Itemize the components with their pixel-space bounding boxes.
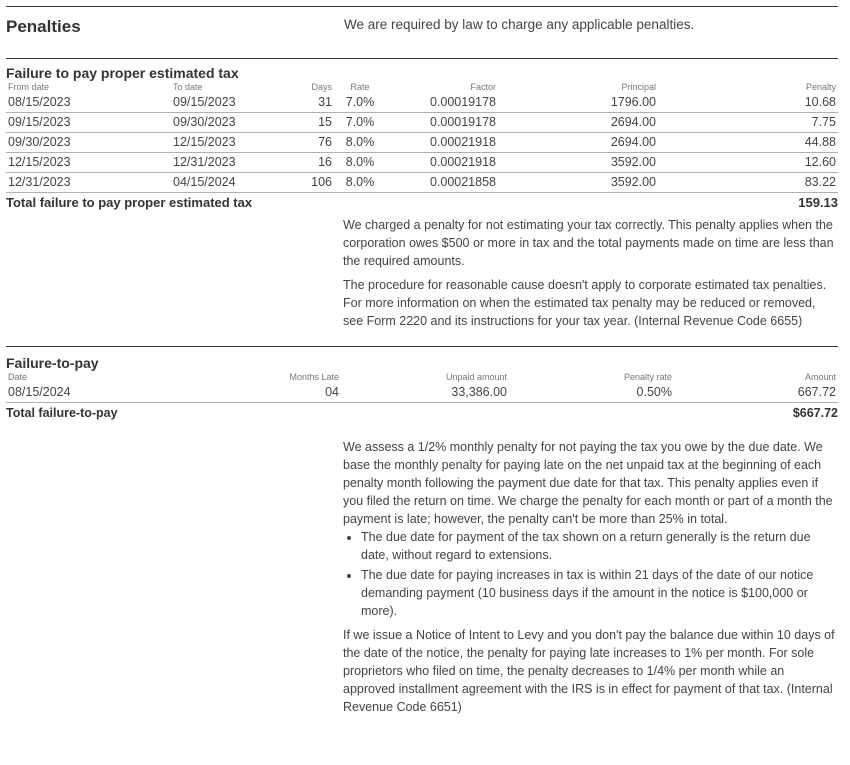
days: 16	[296, 153, 334, 173]
estimated-tax-section	[6, 64, 838, 330]
explanation-paragraph: The procedure for reasonable cause doesn't apply to corporate estimated tax penalties. For more information on when the estimated tax penalty may be reduced or removed, see Form 2220 and its instructions for your tax year. (Internal Revenue Code 6655)	[343, 278, 827, 328]
column-header: To date	[173, 82, 203, 92]
rate: 8.0%	[334, 133, 386, 153]
list-item: • The due date for paying increases in tax is within 21 days of the date of our notice demanding payment (10 business days if the amount in the notice is $100,000 or more).	[361, 566, 835, 620]
from-date: 09/30/2023	[6, 133, 171, 153]
table-row	[6, 133, 838, 153]
column-header: Months Late	[289, 372, 339, 382]
column-header: Principal	[621, 82, 656, 92]
column-header: Penalty rate	[623, 372, 672, 382]
to-date: 09/30/2023	[171, 113, 296, 133]
rate: 7.0%	[334, 113, 386, 133]
estimated-section-title: Failure to pay proper estimated tax	[6, 65, 239, 81]
principal: 3592.00	[498, 153, 658, 173]
column-header: Date	[8, 372, 28, 382]
unpaid-amount: 33,386.00	[341, 383, 509, 403]
table-row	[6, 93, 838, 113]
principal: 3592.00	[498, 173, 658, 193]
ftp-explanation	[343, 438, 835, 716]
from-date: 08/15/2023	[6, 93, 171, 113]
days: 31	[296, 93, 334, 113]
ftp-section-rule	[6, 346, 838, 347]
header-note: We are required by law to charge any applicable penalties.	[344, 17, 695, 32]
table-row	[6, 113, 838, 133]
column-header: Rate	[350, 82, 370, 92]
days: 76	[296, 133, 334, 153]
rate: 7.0%	[334, 93, 386, 113]
due-date-list	[343, 528, 835, 620]
days: 106	[296, 173, 334, 193]
estimated-tax-table	[6, 82, 838, 193]
penalty: 12.60	[658, 153, 838, 173]
explanation-paragraph: We assess a 1/2% monthly penalty for not paying the tax you owe by the due date. We base the monthly penalty for paying late on the net unpaid tax at the beginning of each penalty month following the payment due date for that tax. This penalty applies even if you filed the return on time. We charge the penalty for each month or part of a month the payment is late; however, the penalty can't be more than 25% in total.	[343, 440, 833, 526]
days: 15	[296, 113, 334, 133]
estimated-total-value: 159.13	[798, 195, 838, 210]
factor: 0.00021918	[386, 153, 498, 173]
table-row	[6, 383, 838, 403]
failure-to-pay-table	[6, 372, 838, 403]
amount: 667.72	[674, 383, 838, 403]
table-row	[6, 173, 838, 193]
principal: 2694.00	[498, 113, 658, 133]
from-date: 09/15/2023	[6, 113, 171, 133]
penalties-header	[6, 7, 838, 47]
failure-to-pay-section	[6, 354, 838, 716]
estimated-explanation	[343, 216, 835, 330]
rate: 8.0%	[334, 153, 386, 173]
months-late: 04	[201, 383, 341, 403]
penalties-page	[6, 0, 838, 722]
factor: 0.00021858	[386, 173, 498, 193]
estimated-table-header	[6, 82, 838, 93]
column-header: Days	[311, 82, 332, 92]
estimated-total-row	[6, 193, 838, 213]
penalty: 7.75	[658, 113, 838, 133]
ftp-table-header	[6, 372, 838, 383]
column-header: Unpaid amount	[445, 372, 507, 382]
factor: 0.00021918	[386, 133, 498, 153]
penalty-rate: 0.50%	[509, 383, 674, 403]
penalty: 10.68	[658, 93, 838, 113]
factor: 0.00019178	[386, 113, 498, 133]
ftp-total-value: $667.72	[792, 406, 838, 420]
column-header: From date	[8, 82, 50, 92]
to-date: 09/15/2023	[171, 93, 296, 113]
principal: 1796.00	[498, 93, 658, 113]
list-item: • The due date for payment of the tax shown on a return generally is the return due date, without regard to extensions.	[361, 528, 835, 564]
estimated-total-label: Total failure to pay proper estimated tax	[6, 195, 253, 210]
column-header: Penalty	[805, 82, 836, 92]
ftp-section-title: Failure-to-pay	[6, 355, 99, 371]
explanation-paragraph: We charged a penalty for not estimating your tax correctly. This penalty applies when the corporation owes $500 or more in tax and the total payments made on time are less than the required amounts.	[343, 218, 834, 268]
date: 08/15/2024	[6, 383, 201, 403]
to-date: 12/31/2023	[171, 153, 296, 173]
rate: 8.0%	[334, 173, 386, 193]
to-date: 04/15/2024	[171, 173, 296, 193]
principal: 2694.00	[498, 133, 658, 153]
column-header: Factor	[470, 82, 496, 92]
ftp-total-label: Total failure-to-pay	[6, 406, 118, 420]
explanation-paragraph: If we issue a Notice of Intent to Levy and you don't pay the balance due within 10 days of the date of the notice, the penalty for paying late increases to 1% per month. For sole proprietors who filed on time, the penalty decreases to 1/4% per month while an approved installment agreement with the IRS is in effect for payment of that tax. (Internal Revenue Code 6651)	[343, 628, 835, 714]
estimated-section-rule	[6, 58, 838, 59]
penalty: 44.88	[658, 133, 838, 153]
factor: 0.00019178	[386, 93, 498, 113]
from-date: 12/31/2023	[6, 173, 171, 193]
table-row	[6, 153, 838, 173]
penalty: 83.22	[658, 173, 838, 193]
from-date: 12/15/2023	[6, 153, 171, 173]
to-date: 12/15/2023	[171, 133, 296, 153]
column-header: Amount	[804, 372, 836, 382]
ftp-total-row	[6, 403, 838, 423]
page-title: Penalties	[6, 17, 81, 36]
